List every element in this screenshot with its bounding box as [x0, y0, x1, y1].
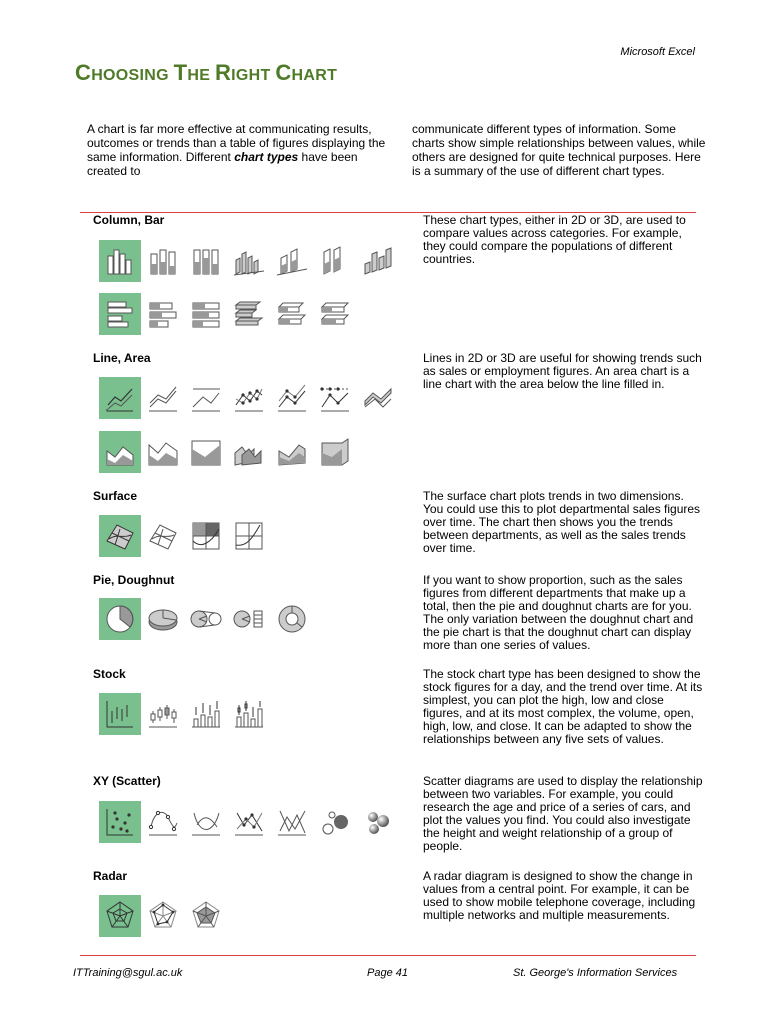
section-title-xy-scatter: XY (Scatter) [93, 774, 161, 788]
bubble-icon[interactable] [314, 801, 356, 843]
icon-row-stock [99, 693, 270, 735]
3d-line-icon[interactable] [357, 377, 399, 419]
percent-line-markers-icon[interactable] [314, 377, 356, 419]
stacked-area-icon[interactable] [142, 431, 184, 473]
section-desc-surface: The surface chart plots trends in two dimensions. You could use this to plot departmental sales figures over time. The chart then shows you the trends between departments, as well as the sales trends over time. [423, 489, 701, 555]
3d-clustered-bar-icon[interactable] [228, 293, 270, 335]
radar-markers-icon[interactable] [142, 895, 184, 937]
scatter-straight-markers-icon[interactable] [228, 801, 270, 843]
clustered-bar-icon[interactable] [99, 293, 141, 335]
3d-bubble-icon[interactable] [357, 801, 399, 843]
page-title: CHOOSING THE RIGHT CHART [75, 60, 338, 85]
section-desc-radar: A radar diagram is designed to show the change in values from a central point. For example, it can be used to show mobile telephone coverage, including multiple networks and multiple measurements. [423, 869, 696, 922]
3d-area-icon[interactable] [228, 431, 270, 473]
line-markers-icon[interactable] [228, 377, 270, 419]
scatter-smooth-markers-icon[interactable] [142, 801, 184, 843]
percent-area-icon[interactable] [185, 431, 227, 473]
section-title-pie-doughnut: Pie, Doughnut [93, 573, 175, 587]
section-desc-xy-scatter: Scatter diagrams are used to display the relationship between two variables. For example, you could research the age and price of a series of cars, and plot the values you find. You could also investigate the height and weight relationship of a group of people. [423, 774, 703, 853]
section-title-surface: Surface [93, 489, 138, 503]
section-title-line-area: Line, Area [93, 351, 151, 365]
filled-radar-icon[interactable] [185, 895, 227, 937]
section-title-stock: Stock [93, 667, 126, 681]
footer-organisation: St. George's Information Services [513, 967, 678, 979]
section-desc-column-bar: These chart types, either in 2D or 3D, are used to compare values across categories. For example, they could compare the populations of different countries. [423, 213, 686, 266]
section-desc-line-area: Lines in 2D or 3D are useful for showing trends such as sales or employment figures. An area chart is a line chart with the area below the line filled in. [423, 351, 702, 391]
intro-right: communicate different types of information. Some charts show simple relationships between values, while others are designed for quite technical purposes. Here is a summary of the use of different chart types. [412, 122, 706, 178]
doughnut-icon[interactable] [271, 598, 313, 640]
percent-line-icon[interactable] [185, 377, 227, 419]
3d-percent-area-icon[interactable] [314, 431, 356, 473]
3d-stacked-column-icon[interactable] [271, 240, 313, 282]
stacked-line-icon[interactable] [142, 377, 184, 419]
stacked-bar-icon[interactable] [142, 293, 184, 335]
icon-row-line [99, 377, 399, 419]
scatter-straight-lines-icon[interactable] [271, 801, 313, 843]
scatter-markers-icon[interactable] [99, 801, 141, 843]
icon-row-radar [99, 895, 227, 937]
volume-open-high-low-close-icon[interactable] [228, 693, 270, 735]
section-desc-pie-doughnut: If you want to show proportion, such as the sales figures from different departments that make up a total, then the pie and doughnut charts are for you. The only variation between the doughnut chart and the pie chart is that the doughnut chart can display more than one series of values. [423, 573, 694, 652]
section-title-radar: Radar [93, 869, 128, 883]
3d-pie-icon[interactable] [142, 598, 184, 640]
wireframe-surface-icon[interactable] [142, 515, 184, 557]
icon-row-area [99, 431, 356, 473]
3d-surface-icon[interactable] [99, 515, 141, 557]
3d-percent-bar-icon[interactable] [314, 293, 356, 335]
intro-emphasis: chart types [234, 150, 299, 164]
pie-icon[interactable] [99, 598, 141, 640]
footer-page-number: Page 41 [367, 967, 408, 979]
high-low-close-icon[interactable] [99, 693, 141, 735]
open-high-low-close-icon[interactable] [142, 693, 184, 735]
footer-email: ITTraining@sgul.ac.uk [73, 967, 183, 979]
icon-row-bar [99, 293, 356, 335]
intro-left: A chart is far more effective at communicating results, outcomes or trends than a table of figures displaying the same information. Different chart types have been created to [87, 122, 386, 178]
area-chart-icon[interactable] [99, 431, 141, 473]
line-chart-icon[interactable] [99, 377, 141, 419]
wireframe-contour-icon[interactable] [228, 515, 270, 557]
header-app-name: Microsoft Excel [620, 46, 695, 58]
3d-stacked-area-icon[interactable] [271, 431, 313, 473]
contour-icon[interactable] [185, 515, 227, 557]
3d-stacked-bar-icon[interactable] [271, 293, 313, 335]
3d-column-icon[interactable] [357, 240, 399, 282]
pie-of-pie-icon[interactable] [185, 598, 227, 640]
icon-row-surface [99, 515, 270, 557]
scatter-smooth-lines-icon[interactable] [185, 801, 227, 843]
radar-icon[interactable] [99, 895, 141, 937]
3d-clustered-column-icon[interactable] [228, 240, 270, 282]
icon-row-column [99, 240, 399, 282]
icon-row-pie [99, 598, 313, 640]
bar-of-pie-icon[interactable] [228, 598, 270, 640]
stacked-line-markers-icon[interactable] [271, 377, 313, 419]
section-title-column-bar: Column, Bar [93, 213, 165, 227]
bottom-rule [80, 955, 696, 956]
section-desc-stock: The stock chart type has been designed to show the stock figures for a day, and the trend over time. At its simplest, you can plot the high, low and close figures, and at its most complex, the volume, open, high, low, and close. It can be adapted to show the relationships between any five sets of values. [423, 667, 703, 746]
volume-high-low-close-icon[interactable] [185, 693, 227, 735]
stacked-column-icon[interactable] [142, 240, 184, 282]
icon-row-scatter [99, 801, 399, 843]
percent-stacked-bar-icon[interactable] [185, 293, 227, 335]
percent-stacked-column-icon[interactable] [185, 240, 227, 282]
3d-percent-column-icon[interactable] [314, 240, 356, 282]
clustered-column-icon[interactable] [99, 240, 141, 282]
